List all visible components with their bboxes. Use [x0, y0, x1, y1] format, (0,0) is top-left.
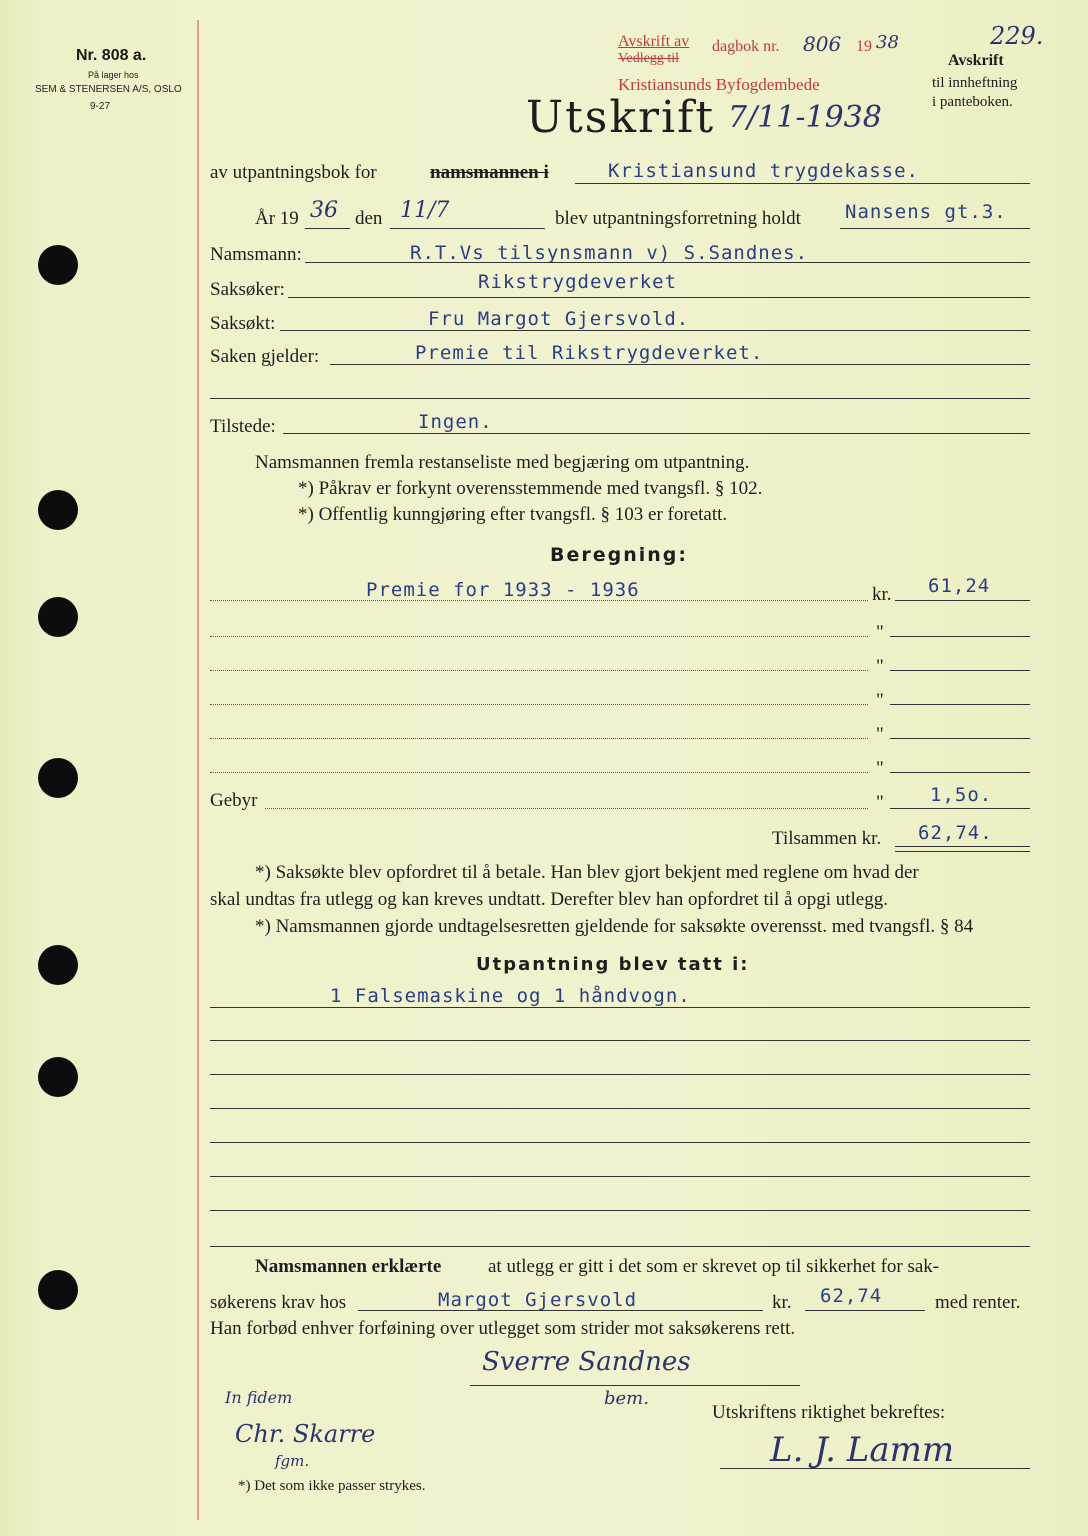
saksokt-value: Fru Margot Gjersvold. — [428, 308, 690, 330]
rule — [890, 808, 1030, 809]
dotted-rule — [210, 772, 868, 773]
saken-label: Saken gjelder: — [210, 346, 320, 367]
punch-hole — [38, 1270, 78, 1310]
ditto-mark: " — [876, 622, 884, 643]
ditto-mark: " — [876, 656, 884, 677]
signature-left-infidem: In fidem — [225, 1388, 293, 1407]
para-restanseliste: Namsmannen fremla restanseliste med begjæring om utpantning. — [255, 452, 750, 473]
utpantning-item: 1 Falsemaskine og 1 håndvogn. — [330, 985, 691, 1007]
rule — [890, 772, 1030, 773]
form-number: Nr. 808 a. — [76, 47, 147, 64]
ditto-mark: " — [876, 724, 884, 745]
signature-sandnes-sub: bem. — [604, 1388, 649, 1409]
rule — [805, 1310, 925, 1311]
rule — [305, 262, 1030, 263]
stamp-dagbok-label: dagbok nr. — [712, 38, 780, 55]
rule — [890, 636, 1030, 637]
avskrift-line1: til innheftning — [932, 75, 1018, 91]
stamp-office: Kristiansunds Byfogdembede — [618, 75, 820, 94]
para-opfordret-2: skal undtas fra utlegg og kan kreves undtatt. Derefter blev han opfordret til å opgi utlegg. — [210, 889, 888, 910]
printer-line1: På lager hos — [88, 70, 139, 80]
rule — [358, 1310, 763, 1311]
rule — [210, 1142, 1030, 1143]
kr-label: kr. — [872, 584, 892, 605]
rule — [280, 330, 1030, 331]
para-kunngjoring: *) Offentlig kunngjøring efter tvangsfl. § 103 er foretatt. — [298, 504, 728, 525]
namsmann-label: Namsmann: — [210, 244, 302, 265]
rule — [895, 600, 1030, 601]
tilsammen-amount: 62,74. — [918, 822, 993, 844]
year-label: År 19 — [255, 208, 299, 229]
document-title: Utskrift — [526, 92, 716, 143]
stamp-vedlegg-til: Vedlegg til — [618, 51, 680, 66]
page-number: 229. — [990, 22, 1044, 50]
rule — [840, 228, 1030, 229]
namsmann-value: R.T.Vs tilsynsmann v) S.Sandnes. — [410, 242, 809, 264]
dagbok-year-prefix: 19 — [856, 38, 872, 55]
gebyr-amount: 1,5o. — [930, 784, 993, 806]
punch-hole — [38, 1057, 78, 1097]
rule — [470, 1385, 800, 1386]
para-undtagelsesrett: *) Namsmannen gjorde undtagelsesretten gjeldende for saksøkte overensst. med tvangsfl. § 84 — [255, 916, 974, 937]
rule — [210, 1108, 1030, 1109]
dotted-rule — [210, 670, 868, 671]
rule — [390, 228, 545, 229]
rule — [890, 738, 1030, 739]
rule — [330, 364, 1030, 365]
saksoker-label: Saksøker: — [210, 279, 285, 300]
avskrift-heading: Avskrift — [948, 52, 1004, 69]
signature-sandnes: Sverre Sandnes — [482, 1347, 691, 1377]
dagbok-number: 806 — [803, 32, 842, 56]
rule — [575, 183, 1030, 184]
erklaerte-bold: Namsmannen erklærte — [255, 1256, 442, 1277]
signature-left-title: fgm. — [275, 1452, 310, 1470]
avskrift-line2: i panteboken. — [932, 94, 1013, 110]
rule — [210, 1007, 1030, 1008]
tilstede-label: Tilstede: — [210, 416, 276, 437]
forbod-text: Han forbød enhver forføining over utlegget som strider mot saksøkerens rett. — [210, 1318, 796, 1339]
rule — [210, 1074, 1030, 1075]
forretning-label: blev utpantningsforretning holdt — [555, 208, 801, 229]
stamp-avskrift-av: Avskrift av — [618, 33, 690, 50]
rule — [305, 228, 350, 229]
para-opfordret-1: *) Saksøkte blev opfordret til å betale. Han blev gjort bekjent med reglene om hvad der — [255, 862, 919, 883]
rule — [210, 1246, 1030, 1247]
saksoker-value: Rikstrygdeverket — [478, 271, 678, 293]
signature-left-name: Chr. Skarre — [235, 1420, 376, 1448]
sokerens-amount: 62,74 — [820, 1285, 883, 1307]
sokerens-label: søkerens krav hos — [210, 1292, 347, 1313]
struck-namsmannen: namsmannen i — [430, 162, 549, 183]
rule — [210, 1176, 1030, 1177]
den-label: den — [355, 208, 383, 229]
year-value: 36 — [310, 198, 338, 223]
rule — [720, 1468, 1030, 1469]
rule — [283, 433, 1030, 434]
punch-hole — [38, 490, 78, 530]
ditto-mark: " — [876, 792, 884, 813]
ditto-mark: " — [876, 758, 884, 779]
dotted-rule — [265, 808, 868, 809]
dotted-rule — [210, 738, 868, 739]
ditto-mark: " — [876, 690, 884, 711]
rule — [288, 297, 1030, 298]
punch-hole — [38, 597, 78, 637]
med-renter: med renter. — [935, 1292, 1021, 1313]
rule — [895, 846, 1030, 847]
rule — [890, 704, 1030, 705]
punch-hole — [38, 245, 78, 285]
tilsammen-label: Tilsammen kr. — [772, 828, 882, 849]
printer-line2: SEM & STENERSEN A/S, OSLO — [35, 84, 182, 95]
utpantning-heading: Utpantning blev tatt i: — [476, 954, 750, 975]
signature-right: L. J. Lamm — [770, 1430, 955, 1470]
punch-hole — [38, 758, 78, 798]
dagbok-year: 38 — [876, 32, 899, 53]
trygdekasse-value: Kristiansund trygdekasse. — [608, 160, 919, 182]
saken-value: Premie til Rikstrygdeverket. — [415, 342, 764, 364]
margin-line — [197, 20, 199, 1520]
riktighet-text: Utskriftens riktighet bekreftes: — [712, 1402, 946, 1423]
rule — [210, 1040, 1030, 1041]
gebyr-label: Gebyr — [210, 790, 258, 811]
printer-code: 9-27 — [90, 101, 111, 112]
footnote: *) Det som ikke passer strykes. — [238, 1478, 426, 1494]
rule — [890, 670, 1030, 671]
beregning-heading: Beregning: — [550, 544, 688, 566]
para-pakrav: *) Påkrav er forkynt overensstemmende med tvangsfl. § 102. — [298, 478, 763, 499]
beregning-amount: 61,24 — [928, 575, 991, 597]
rule — [210, 1210, 1030, 1211]
utpantningsbok-label: av utpantningsbok for — [210, 162, 377, 183]
rule — [210, 398, 1030, 399]
sokerens-name: Margot Gjersvold — [438, 1289, 638, 1311]
kr-label-2: kr. — [772, 1292, 792, 1313]
place-value: Nansens gt.3. — [845, 201, 1007, 223]
dotted-rule — [210, 704, 868, 705]
den-value: 11/7 — [400, 198, 450, 223]
beregning-item: Premie for 1933 - 1936 — [366, 579, 640, 601]
rule — [895, 851, 1030, 852]
dotted-rule — [210, 636, 868, 637]
dotted-rule — [210, 600, 868, 601]
erklaerte-text: at utlegg er gitt i det som er skrevet op til sikkerhet for sak- — [488, 1256, 940, 1277]
title-date: 7/11-1938 — [728, 100, 882, 135]
saksokt-label: Saksøkt: — [210, 313, 276, 334]
tilstede-value: Ingen. — [418, 411, 493, 433]
punch-hole — [38, 945, 78, 985]
